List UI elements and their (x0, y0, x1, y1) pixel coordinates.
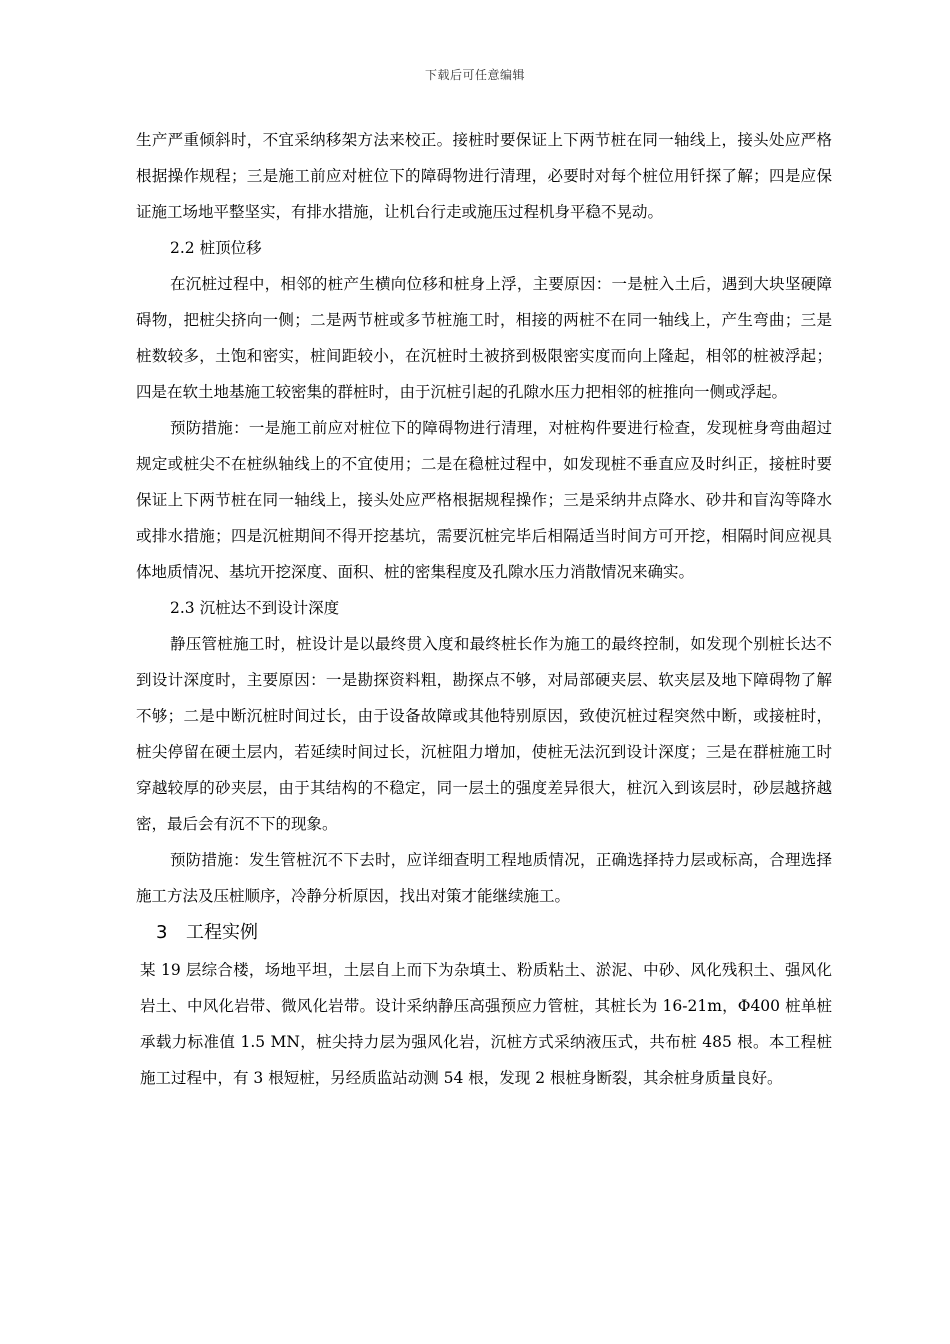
section-number: 3 (156, 922, 168, 943)
page-header-note: 下载后可任意编辑 (424, 68, 525, 82)
paragraph-continuation: 生产严重倾斜时，不宜采纳移架方法来校正。接桩时要保证上下两节桩在同一轴线上，接头处应严格根据操作规程；三是施工前应对桩位下的障碍物进行清理，必要时对每个桩位用钎探了解；四是应保证施工场地平整坚实，有排水措施，让机台行走或施压过程机身平稳不晃动。 (136, 131, 832, 221)
subsection-heading-2-2: 2.2 桩顶位移 (170, 239, 262, 257)
section-title: 工程实例 (186, 922, 258, 943)
section-heading-3 (136, 914, 832, 952)
paragraph-pile-top-displacement: 在沉桩过程中，相邻的桩产生横向位移和桩身上浮，主要原因：一是桩入土后，遇到大块坚硬障碍物，把桩尖挤向一侧；二是两节桩或多节桩施工时，相接的两桩不在同一轴线上，产生弯曲；三是桩数较多，土饱和密实，桩间距较小，在沉桩时土被挤到极限密实度而向上隆起，相邻的桩被浮起；四是在软土地基施工较密集的群桩时，由于沉桩引起的孔隙水压力把相邻的桩推向一侧或浮起。 (136, 275, 832, 401)
paragraph-insufficient-depth: 静压管桩施工时，桩设计是以最终贯入度和最终桩长作为施工的最终控制，如发现个别桩长达不到设计深度时，主要原因：一是勘探资料粗，勘探点不够，对局部硬夹层、软夹层及地下障碍物了解不够；二是中断沉桩时间过长，由于设备故障或其他特别原因，致使沉桩过程突然中断，或接桩时，桩尖停留在硬土层内，若延续时间过长，沉桩阻力增加，使桩无法沉到设计深度；三是在群桩施工时穿越较厚的砂夹层，由于其结构的不稳定，同一层土的强度差异很大，桩沉入到该层时，砂层越挤越密，最后会有沉不下的现象。 (136, 635, 832, 833)
paragraph-prevention-measures-1: 预防措施：一是施工前应对桩位下的障碍物进行清理，对桩构件要进行检查，发现桩身弯曲超过规定或桩尖不在桩纵轴线上的不宜使用；二是在稳桩过程中，如发现桩不垂直应及时纠正，接桩时要保证上下两节桩在同一轴线上，接头处应严格根据规程操作；三是采纳井点降水、砂井和盲沟等降水或排水措施；四是沉桩期间不得开挖基坑，需要沉桩完毕后相隔适当时间方可开挖，相隔时间应视具体地质情况、基坑开挖深度、面积、桩的密集程度及孔隙水压力消散情况来确实。 (136, 419, 832, 581)
document-body (136, 122, 832, 1096)
paragraph-prevention-measures-2: 预防措施：发生管桩沉不下去时，应详细查明工程地质情况，正确选择持力层或标高，合理选择施工方法及压桩顺序，冷静分析原因，找出对策才能继续施工。 (136, 851, 832, 905)
subsection-heading-2-3: 2.3 沉桩达不到设计深度 (170, 599, 340, 617)
paragraph-engineering-example: 某 19 层综合楼，场地平坦，土层自上而下为杂填土、粉质粘土、淤泥、中砂、风化残积土、强风化岩土、中风化岩带、微风化岩带。设计采纳静压高强预应力管桩，其桩长为 16-21m，Φ400 桩单桩承载力标准值 1.5 MN，桩尖持力层为强风化岩，沉桩方式采纳液压式，共布桩 485 根。本工程桩施工过程中，有 3 根短桩，另经质监站动测 54 根，发现 2 根桩身断裂，其余桩身质量良好。 (140, 961, 832, 1087)
